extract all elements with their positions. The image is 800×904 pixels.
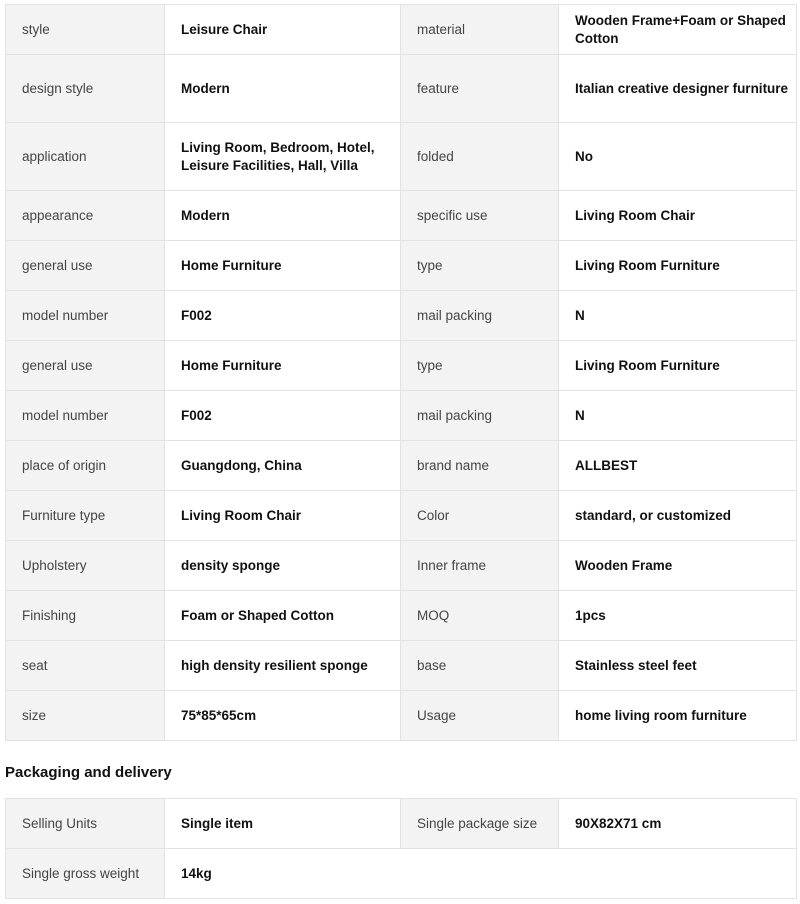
attr-label: appearance — [6, 191, 165, 241]
attr-label: place of origin — [6, 441, 165, 491]
table-row — [6, 5, 797, 55]
attr-value: density sponge — [165, 541, 401, 591]
packaging-section-title: Packaging and delivery — [5, 764, 172, 781]
attr-label: feature — [401, 55, 559, 123]
attr-label: style — [6, 5, 165, 55]
packaging-table — [5, 798, 797, 899]
attr-value: Home Furniture — [165, 241, 401, 291]
attr-label: Color — [401, 491, 559, 541]
table-row — [6, 191, 797, 241]
attr-label: Usage — [401, 691, 559, 741]
table-row — [6, 55, 797, 123]
attr-value: Stainless steel feet — [559, 641, 797, 691]
attr-label: Upholstery — [6, 541, 165, 591]
attr-label: base — [401, 641, 559, 691]
attr-label: folded — [401, 123, 559, 191]
attr-label: model number — [6, 291, 165, 341]
attr-value: standard, or customized — [559, 491, 797, 541]
table-row — [6, 491, 797, 541]
attr-value: Wooden Frame — [559, 541, 797, 591]
attr-label: model number — [6, 391, 165, 441]
attr-value: Single item — [165, 799, 401, 849]
attr-label: specific use — [401, 191, 559, 241]
attr-value: Living Room Furniture — [559, 341, 797, 391]
attr-label: Single gross weight — [6, 849, 165, 899]
attr-value: 75*85*65cm — [165, 691, 401, 741]
attr-value: Foam or Shaped Cotton — [165, 591, 401, 641]
attr-value: Living Room Chair — [559, 191, 797, 241]
attr-value: Leisure Chair — [165, 5, 401, 55]
attr-label: Single package size — [401, 799, 559, 849]
attr-value: F002 — [165, 391, 401, 441]
attr-label: design style — [6, 55, 165, 123]
attr-value: Wooden Frame+Foam or Shaped Cotton — [559, 5, 797, 55]
table-row — [6, 291, 797, 341]
attr-label: general use — [6, 341, 165, 391]
attr-label: material — [401, 5, 559, 55]
attr-label: MOQ — [401, 591, 559, 641]
table-row — [6, 691, 797, 741]
product-attributes-table — [5, 4, 797, 741]
attr-value: Guangdong, China — [165, 441, 401, 491]
attr-label: Furniture type — [6, 491, 165, 541]
attr-label: mail packing — [401, 291, 559, 341]
table-row — [6, 123, 797, 191]
table-row — [6, 341, 797, 391]
attr-value: F002 — [165, 291, 401, 341]
attr-value: high density resilient sponge — [165, 641, 401, 691]
attr-value: Living Room Furniture — [559, 241, 797, 291]
table-row — [6, 241, 797, 291]
attr-label: size — [6, 691, 165, 741]
table-row — [6, 641, 797, 691]
attr-label: Selling Units — [6, 799, 165, 849]
table-row — [6, 799, 797, 849]
table-row — [6, 391, 797, 441]
attr-value: Modern — [165, 55, 401, 123]
attr-value: 1pcs — [559, 591, 797, 641]
attr-label: type — [401, 241, 559, 291]
attr-value: home living room furniture — [559, 691, 797, 741]
attr-value: Living Room Chair — [165, 491, 401, 541]
table-row — [6, 441, 797, 491]
attr-label: application — [6, 123, 165, 191]
attr-label: Finishing — [6, 591, 165, 641]
table-row — [6, 541, 797, 591]
attr-label: mail packing — [401, 391, 559, 441]
attr-label: seat — [6, 641, 165, 691]
attr-value: 14kg — [165, 849, 797, 899]
attr-value: 90X82X71 cm — [559, 799, 797, 849]
attr-value: Living Room, Bedroom, Hotel, Leisure Facilities, Hall, Villa — [165, 123, 401, 191]
attr-value: N — [559, 291, 797, 341]
attr-value: ALLBEST — [559, 441, 797, 491]
attr-value: Modern — [165, 191, 401, 241]
attr-label: type — [401, 341, 559, 391]
table-row — [6, 591, 797, 641]
attr-label: brand name — [401, 441, 559, 491]
attr-value: N — [559, 391, 797, 441]
attr-label: general use — [6, 241, 165, 291]
attr-value: Home Furniture — [165, 341, 401, 391]
attr-label: Inner frame — [401, 541, 559, 591]
attr-value: Italian creative designer furniture — [559, 55, 797, 123]
table-row — [6, 849, 797, 899]
attr-value: No — [559, 123, 797, 191]
